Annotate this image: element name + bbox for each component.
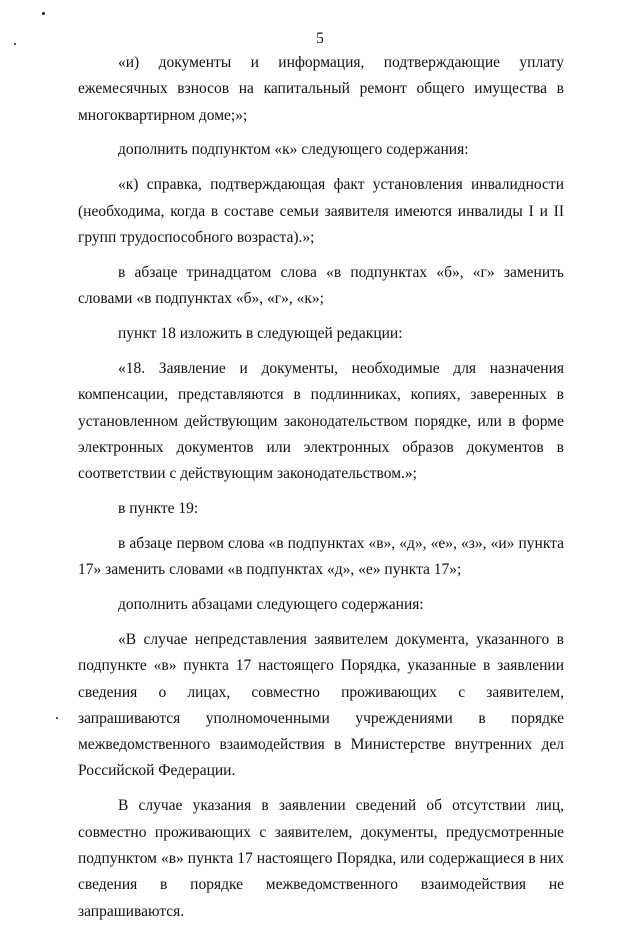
paragraph: «18. Заявление и документы, необходимые для назначения компенсации, представляются в подлинниках, копиях, заверенных в установленном действующим законодательством порядке, или в форме электронных документов или электронных образов документов в соответствии с действующим законодательством.»;: [78, 359, 564, 483]
paragraph: дополнить подпунктом «к» следующего содержания:: [118, 141, 469, 159]
paragraph: «к) справка, подтверждающая факт установления инвалидности (необходима, когда в составе семьи заявителя имеются инвалиды I и II групп трудоспособного возраста).»;: [78, 176, 564, 246]
paragraph: «и) документы и информация, подтверждающие уплату ежемесячных взносов на капитальный ремонт общего имущества в многоквартирном доме;»;: [78, 54, 564, 124]
scan-speck: [56, 717, 58, 719]
paragraph: дополнить абзацами следующего содержания:: [118, 596, 424, 614]
paragraph: в абзаце первом слова «в подпунктах «в», «д», «е», «з», «и» пункта 17» заменить словами «в подпунктах «д», «е» пункта 17»;: [78, 534, 564, 579]
paragraph: в пункте 19:: [118, 500, 199, 518]
scan-speck: [42, 12, 45, 15]
page-number: 5: [316, 30, 324, 47]
document-body: [78, 50, 564, 933]
paragraph: в абзаце тринадцатом слова «в подпунктах «б», «г» заменить словами «в подпунктах «б», «г», «к»;: [78, 263, 564, 308]
paragraph: «В случае непредставления заявителем документа, указанного в подпункте «в» пункта 17 настоящего Порядка, указанные в заявлении сведения о лицах, совместно проживающих с заявителем, запрашиваются уполномоченными учреждениями в порядке межведомственного взаимодействия в Министерстве внутренних дел Российской Федерации.: [78, 630, 564, 780]
paragraph: В случае указания в заявлении сведений об отсутствии лиц, совместно проживающих с заявителем, документы, предусмотренные подпунктом «в» пункта 17 настоящего Порядка, или содержащиеся в них сведения в порядке межведомственного взаимодействия не запрашиваются.: [78, 797, 564, 920]
paragraph: пункт 18 изложить в следующей редакции:: [118, 325, 403, 343]
